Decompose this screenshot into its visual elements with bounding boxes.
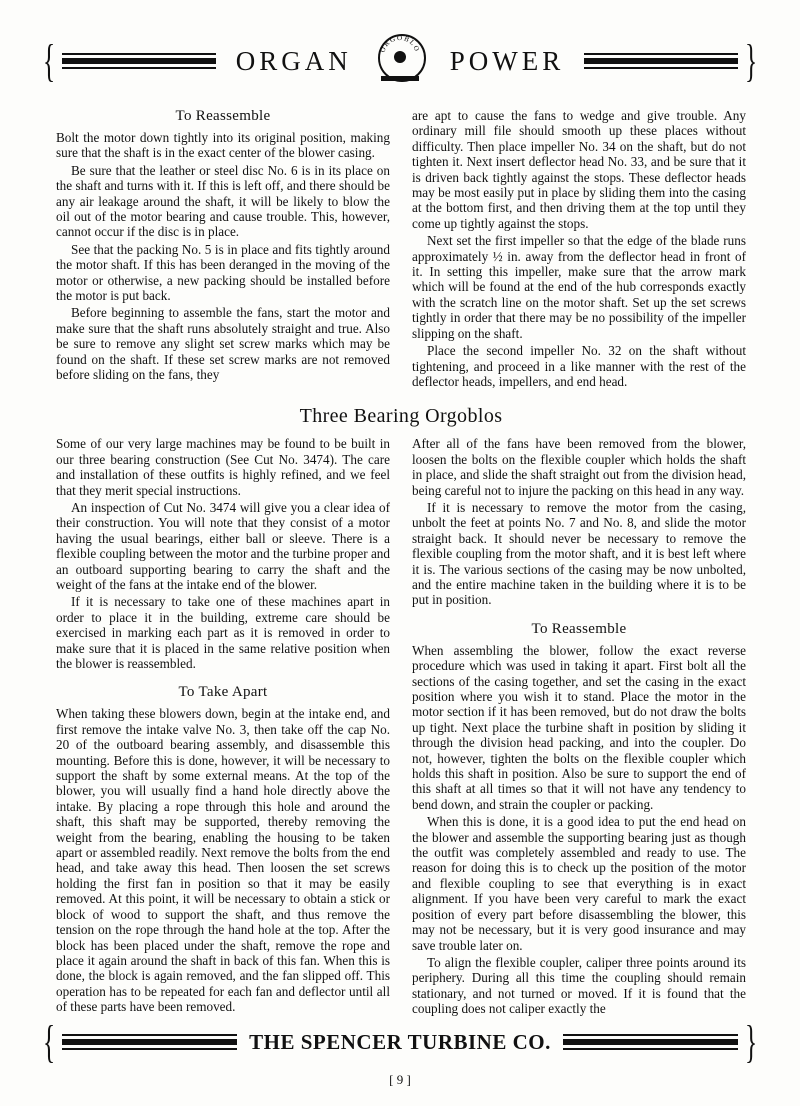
section-heading-three-bearing-orgoblos: Three Bearing Orgoblos (299, 405, 503, 428)
paragraph: See that the packing No. 5 is in place and fits tightly around the motor shaft. If this has been deranged in the moving of the motor or otherwise, a new packing should be installed before the motor is put back. (56, 241, 390, 304)
svg-text:ORGOBLO: ORGOBLO (378, 34, 422, 54)
page-content (56, 108, 746, 1019)
heading-to-reassemble-1: To Reassemble (175, 108, 271, 124)
paragraph: If it is necessary to take one of these machines apart in order to place it in the building, extreme care should be exercised in marking each part as it is removed in order to make sure that it is placed in the same relative position when the blower is reassembled. (56, 594, 390, 671)
paragraph: Place the second impeller No. 32 on the shaft without tightening, and proceed in a like manner with the rest of the deflector heads, impellers, and end head. (412, 343, 746, 389)
page-number: [ 9 ] (389, 1072, 411, 1087)
paragraph: An inspection of Cut No. 3474 will give you a clear idea of their construction. You will note that they consist of a motor having the usual bearings, either ball or sleeve. There is a flexible coupling between the motor and the turbine proper and an outboard supporting bearing to carry the shaft and the weight of the fans at the intake end of the blower. (56, 499, 390, 592)
top-left-column (56, 108, 390, 391)
paragraph: After all of the fans have been removed from the blower, loosen the bolts on the flexible coupler which holds the shaft in place, and slide the shaft straight out from the division head, being careful not to injure the packing on this head in any way. (412, 436, 746, 498)
orgoblo-logo-icon (374, 34, 428, 88)
company-name: THE SPENCER TURBINE CO. (249, 1029, 551, 1054)
left-brace-ornament: { (42, 35, 56, 86)
page-footer (38, 1016, 762, 1067)
paragraph: are apt to cause the fans to wedge and give trouble. Any ordinary mill file should smooth up these places without difficulty. Then place impeller No. 34 on the shaft, but do not tighten it. Next insert deflector head No. 33, and be sure that it is driven back tightly against the stops. These deflector heads may be most easily put in place by sliding them into the casing at the bottom first, and then driving them at the top until they come up tightly against the stops. (412, 108, 746, 231)
paragraph: When this is done, it is a good idea to put the end head on the blower and assemble the supporting bearing just as though the outfit was completely assembled and ready to use. The reason for doing this is to check up the position of the motor and flexible coupling to see that everything is in exact alignment. If you have been very careful to mark the exact position of every part before disassembling the blower, this may not be necessary, but it is very good insurance and may save trouble later on. (412, 814, 746, 953)
paragraph: Before beginning to assemble the fans, start the motor and make sure that the shaft runs absolutely straight and true. Also be sure to remove any slight set screw marks which may be found on the shaft. If these set screw marks are not removed before sliding on the fans, they (56, 305, 390, 383)
top-columns (56, 108, 746, 391)
paragraph: Be sure that the leather or steel disc No. 6 is in its place on the shaft and turns with it. If this is left off, and there should be any air leakage around the shaft, it will be likely to blow the oil out of the motor bearing and cause trouble. This, however, cannot occur if the disc is in place. (56, 162, 390, 240)
heading-to-take-apart: To Take Apart (178, 684, 268, 701)
footer-left-rules (60, 1034, 239, 1050)
bottom-left-column (56, 436, 390, 1018)
top-right-column (412, 108, 746, 391)
paragraph: When assembling the blower, follow the exact reverse procedure which was used in taking it apart. First bolt all the sections of the casing together, and set the casing in the exact position where you wish it to stand. Place the motor in the motor section if it has been removed, but do not draw the bolts up tight. Next place the turbine shaft in position by sliding it through the division head packing, and into the coupler. Do not, however, tighten the bolts on the flexible coupler which holds this shaft in position. Also be sure to support the end of this shaft at all times so that it will not have any tendency to bend down, and strain the coupler or packing. (412, 642, 746, 812)
header-right-rules (582, 53, 740, 69)
bottom-columns (56, 436, 746, 1018)
paragraph: If it is necessary to remove the motor from the casing, unbolt the feet at points No. 7 and No. 8, and slide the motor straight back. It should never be necessary to remove the flexible coupling from the motor shaft, and it is best left where it is. The various sections of the casing may be now unbolted, and the entire machine taken in the building where it is to be put in position. (412, 499, 746, 608)
page-header (38, 30, 762, 92)
paragraph: When taking these blowers down, begin at the intake end, and first remove the intake valve No. 3, then take off the cap No. 20 of the outboard bearing assembly, and disassemble this mounting. Before this is done, however, it will be necessary to support the shaft by some external means. At the top of the blower, you will usually find a hand hole directly above the intake. By placing a rope through this hole and around the shaft, this shaft may be supported, thereby removing the weight from the bearing, enabling the housing to be taken apart or assembled readily. Next remove the bolts from the end head, and take away this head. Then loosen the set screws holding the first fan in position so that it may be easily removed. At this point, it will be necessary to obtain a stick or block of wood to support the shaft, and thus remove the tension on the rope through the hand hole at the top. After the block has been placed under the shaft, remove the rope and place it again around the shaft in back of this fan. When this is done, the block is again removed, and the fan slipped off. This operation has to be repeated for each fan and deflector until all of these parts have been removed. (56, 706, 390, 1015)
paragraph: Next set the first impeller so that the edge of the blade runs approximately ½ in. away from the deflector head in front of it. In setting this impeller, make sure that the arrow mark which will be found at the end of the hub corresponds exactly with the scratch line on the motor shaft. Set up the set screws tightly in order that there may be no possibility of the impeller slipping on the shaft. (412, 233, 746, 341)
footer-right-brace-ornament: } (744, 1016, 758, 1067)
footer-right-rules (561, 1034, 740, 1050)
paragraph: Bolt the motor down tightly into its original position, making sure that the shaft is in the exact center of the blower casing. (56, 130, 390, 161)
right-brace-ornament: } (744, 35, 758, 86)
header-right-word: POWER (449, 45, 565, 76)
bottom-right-column (412, 436, 746, 1018)
header-left-word: ORGAN (235, 45, 352, 76)
footer-left-brace-ornament: { (42, 1016, 56, 1067)
header-left-rules (60, 53, 218, 69)
paragraph: Some of our very large machines may be found to be built in our three bearing construction (See Cut No. 3474). The care and installation of these outfits is highly refined, and we feel that they merit special instructions. (56, 436, 390, 498)
paragraph: To align the flexible coupler, caliper three points around its periphery. During all this time the coupling should remain stationary, and not turned or moved. If it is found that the coupling does not caliper exactly the (412, 954, 746, 1017)
heading-to-reassemble-2: To Reassemble (531, 620, 627, 637)
